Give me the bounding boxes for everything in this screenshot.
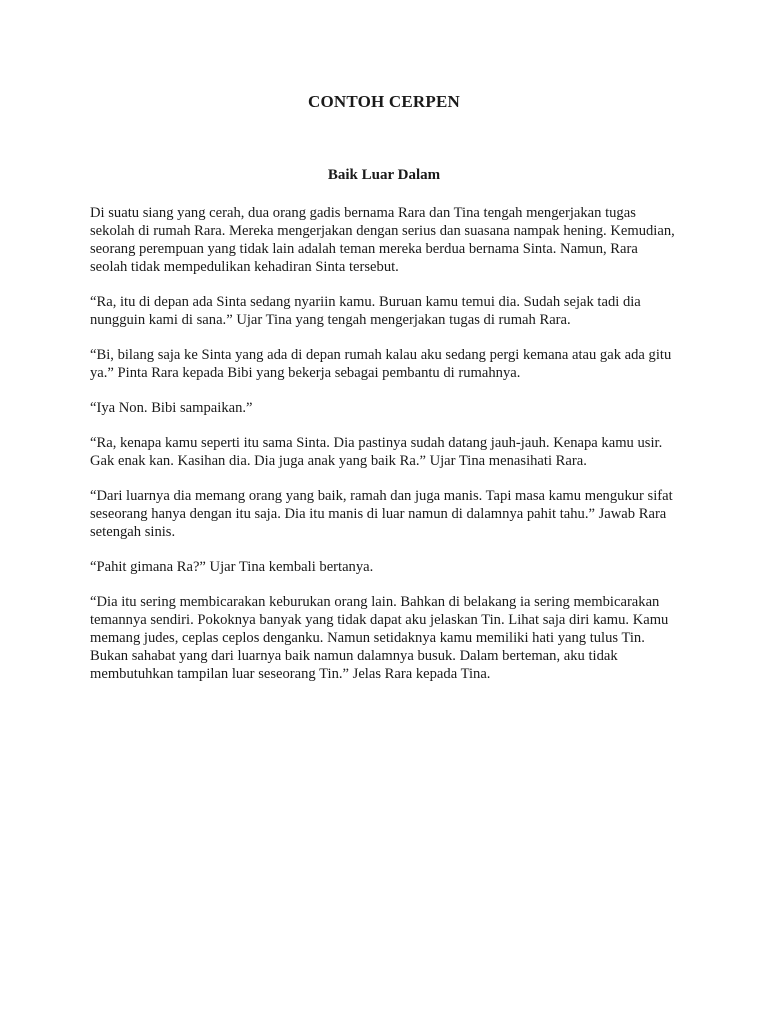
paragraph-2: “Ra, itu di depan ada Sinta sedang nyariin kamu. Buruan kamu temui dia. Sudah sejak tadi dia nungguin kami di sana.” Ujar Tina yang tengah mengerjakan tugas di rumah Rara. [90, 294, 641, 328]
paragraph-7: “Pahit gimana Ra?” Ujar Tina kembali bertanya. [90, 559, 374, 575]
paragraph-8: “Dia itu sering membicarakan keburukan orang lain. Bahkan di belakang ia sering membicarakan temannya sendiri. Pokoknya banyak yang tidak dapat aku jelaskan Tin. Lihat saja diri kamu. Kamu memang judes, ceplas ceplos denganku. Namun setidaknya kamu memiliki hati yang tulus Tin. Bukan sahabat yang dari luarnya baik namun dalamnya busuk. Dalam berteman, aku tidak membutuhkan tampilan luar seseorang Tin.” Jelas Rara kepada Tina. [90, 594, 669, 682]
paragraph-6: “Dari luarnya dia memang orang yang baik, ramah dan juga manis. Tapi masa kamu mengukur sifat seseorang hanya dengan itu saja. Dia itu manis di luar namun di dalamnya pahit tahu.” Jawab Rara setengah sinis. [90, 488, 673, 540]
paragraph-4: “Iya Non. Bibi sampaikan.” [90, 400, 253, 416]
document-title: CONTOH CERPEN [308, 92, 460, 111]
story-title: Baik Luar Dalam [327, 167, 441, 183]
paragraph-1: Di suatu siang yang cerah, dua orang gadis bernama Rara dan Tina tengah mengerjakan tugas sekolah di rumah Rara. Mereka mengerjakan dengan serius dan suasana nampak hening. Kemudian, seorang perempuan yang tidak lain adalah teman mereka berdua bernama Sinta. Namun, Rara seolah tidak mempedulikan kehadiran Sinta tersebut. [90, 205, 675, 275]
paragraph-5: “Ra, kenapa kamu seperti itu sama Sinta. Dia pastinya sudah datang jauh-jauh. Kenapa kamu usir. Gak enak kan. Kasihan dia. Dia juga anak yang baik Ra.” Ujar Tina menasihati Rara. [90, 435, 663, 469]
story-body [90, 204, 678, 700]
paragraph-3: “Bi, bilang saja ke Sinta yang ada di depan rumah kalau aku sedang pergi kemana atau gak ada gitu ya.” Pinta Rara kepada Bibi yang bekerja sebagai pembantu di rumahnya. [90, 347, 672, 381]
